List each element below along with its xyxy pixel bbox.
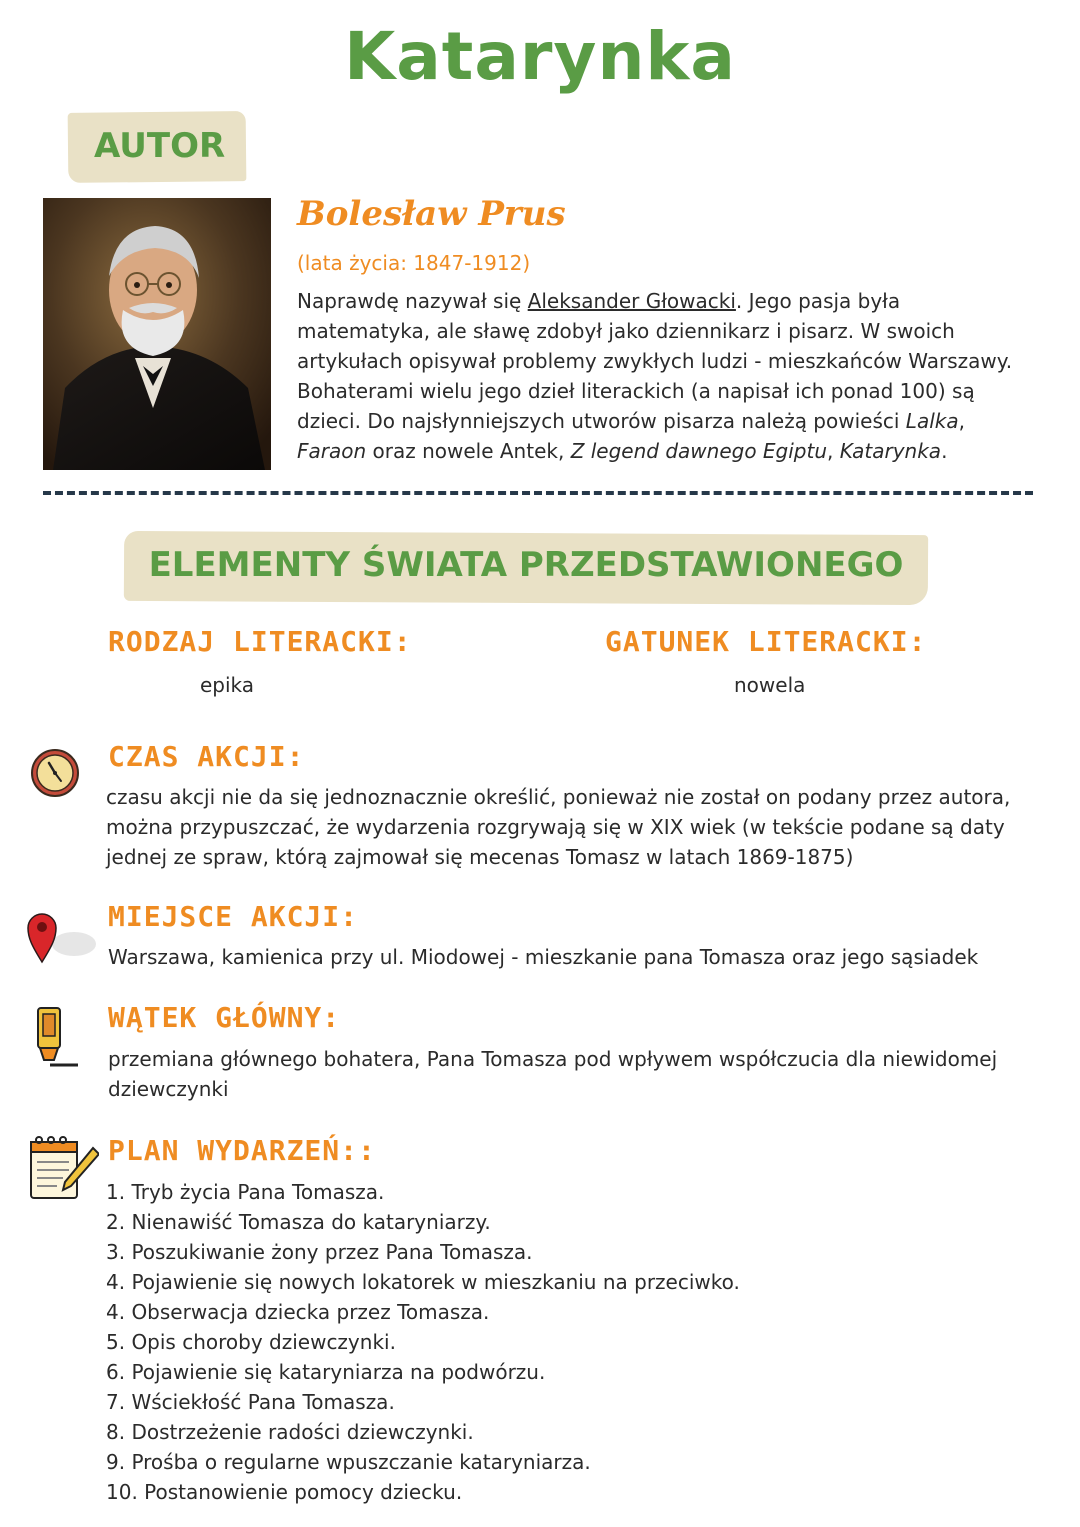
plan-item: 4. Pojawienie się nowych lokatorek w mieszkaniu na przeciwko. <box>106 1270 740 1294</box>
place-value: Warszawa, kamienica przy ul. Miodowej - mieszkanie pana Tomasza oraz jego sąsiadek <box>108 945 979 969</box>
page-title: Katarynka <box>344 18 736 95</box>
section-divider <box>43 491 1033 495</box>
clock-icon <box>29 745 81 801</box>
genre-label: GATUNEK LITERACKI: <box>605 625 927 658</box>
bio-text: , <box>827 439 840 463</box>
plan-item: 5. Opis choroby dziewczynki. <box>106 1330 396 1354</box>
time-value: czasu akcji nie da się jednoznacznie określić, ponieważ nie został on podany przez autora, można przypuszczać, że wydarzenia rozgrywają się w XIX wiek (w tekście podane są daty jednej ze spraw, którą zajmował się mecenas Tomasz w latach 1869-1875) <box>106 785 1011 869</box>
section-title: ELEMENTY ŚWIATA PRZEDSTAWIONEGO <box>148 545 904 585</box>
bio-text: . <box>941 439 948 463</box>
author-dates: (lata życia: 1847-1912) <box>297 251 531 275</box>
bio-text: oraz nowele Antek, <box>366 439 571 463</box>
author-tag: AUTOR <box>94 126 226 166</box>
plan-item: 10. Postanowienie pomocy dziecku. <box>106 1480 463 1504</box>
author-bio <box>297 286 1037 466</box>
plan-item: 9. Prośba o regularne wpuszczanie kataryniarza. <box>106 1450 591 1474</box>
plan-list <box>106 1177 1041 1507</box>
plot-value: przemiana głównego bohatera, Pana Tomasza pod wpływem współczucia dla niewidomej dziewczynki <box>108 1047 998 1101</box>
real-name: Aleksander Głowacki <box>527 289 736 313</box>
plan-label: PLAN WYDARZEŃ:: <box>108 1134 376 1167</box>
plan-item: 4. Obserwacja dziecka przez Tomasza. <box>106 1300 490 1324</box>
genre-value: nowela <box>734 673 806 697</box>
genre-kind-value: epika <box>200 673 255 697</box>
plan-item: 7. Wściekłość Pana Tomasza. <box>106 1390 395 1414</box>
author-portrait <box>43 198 271 470</box>
work-title: Faraon <box>297 439 367 463</box>
plan-item: 1. Tryb życia Pana Tomasza. <box>106 1180 385 1204</box>
plan-item: 2. Nienawiść Tomasza do kataryniarzy. <box>106 1210 491 1234</box>
bio-text: Naprawdę nazywał się <box>297 289 528 313</box>
plan-item: 6. Pojawienie się kataryniarza na podwórzu. <box>106 1360 546 1384</box>
work-title: Katarynka <box>839 439 942 463</box>
bio-text: , <box>958 409 965 433</box>
plan-item: 8. Dostrzeżenie radości dziewczynki. <box>106 1420 474 1444</box>
highlighter-icon <box>30 1006 80 1068</box>
author-name: Bolesław Prus <box>297 194 566 234</box>
genre-kind-label: RODZAJ LITERACKI: <box>108 625 412 658</box>
notepad-pencil-icon <box>27 1134 99 1202</box>
map-pin-icon <box>26 904 98 964</box>
work-title: Z legend dawnego Egiptu <box>570 439 828 463</box>
plan-item: 3. Poszukiwanie żony przez Pana Tomasza. <box>106 1240 533 1264</box>
time-label: CZAS AKCJI: <box>108 740 305 773</box>
work-title: Lalka <box>905 409 959 433</box>
place-label: MIEJSCE AKCJI: <box>108 900 359 933</box>
bio-text: . Jego pasja była matematyka, ale sławę zdobył jako dziennikarz i pisarz. W swoich artykułach opisywał problemy zwykłych ludzi - mieszkańców Warszawy. Bohaterami wielu jego dzieł literackich (a napisał ich ponad 100) są dzieci. Do najsłynniejszych utworów pisarza należą powieści <box>297 289 1013 433</box>
plot-label: WĄTEK GŁÓWNY: <box>108 1001 341 1034</box>
